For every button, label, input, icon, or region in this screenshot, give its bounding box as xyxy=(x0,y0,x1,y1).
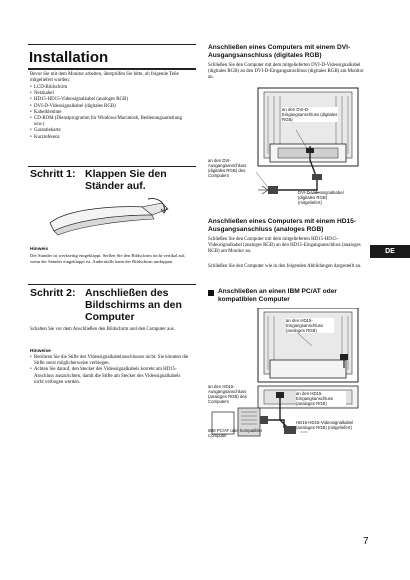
dvi-heading: Anschließen eines Computers mit einem DVI-Ausgangsanschluss (digitales RGB) xyxy=(208,44,351,59)
list-item: • LCD-Bildschirm xyxy=(30,85,190,91)
step2-rule xyxy=(28,284,196,285)
dvi-body: Schließen Sie den Computer mit dem mitgelieferten DVI-D-Videosignalkabel (digitales RGB) an den DVI-D-Eingangsanschluss (digitales RGB) am Monitor an. xyxy=(208,63,364,81)
ibm-heading: Anschließen an einen IBM PC/AT oder kompatiblen Computer xyxy=(218,288,337,303)
list-item: • CD-ROM (Dienstprogramm für Windows/Macintosh, Bedienungsanleitung usw.) xyxy=(30,116,190,128)
step1-rule xyxy=(28,166,196,167)
hd15-body-2: Schließen Sie den Computer wie in den folgenden Abbildungen dargestellt an. xyxy=(208,264,362,269)
dvi-input-label: an den DVI-D-Eingangsanschluss (digitales RGB) xyxy=(282,107,338,122)
hd15-body: Schließen Sie den Computer mit dem mitgelieferten HD15-HD15-Videosignalkabel (analoges RGB) an den HD15-Eingangsanschluss (analoges RGB) am Monitor an. xyxy=(208,237,361,255)
step2-body: Schalten Sie vor dem Anschließen den Bildschirm und den Computer aus. xyxy=(30,327,175,332)
list-item: • HD15-HD15-Videosignalkabel (analoges RGB) xyxy=(30,97,190,103)
square-bullet-icon xyxy=(208,290,214,296)
step2-notes xyxy=(30,355,190,386)
hd15-input-label-2: an den HD15-Eingangsanschluss (analoges RGB) xyxy=(296,391,346,406)
hd15-output-label: an den HD15-Ausgangsanschluss (analoges RGB) des Computers xyxy=(208,384,247,404)
hd15-input-label: an den HD15-Eingangsanschluss (analoges RGB) xyxy=(286,318,334,333)
hd15-cable-label: HD15-HD15-Videosignalkabel (analoges RGB) (mitgeliefert) xyxy=(296,420,354,430)
dvi-connection-diagram xyxy=(208,86,376,204)
step1-title: Klappen Sie den Ständer auf. xyxy=(85,168,167,192)
intro-text: Bevor Sie mit dem Monitor arbeiten, überprüfen Sie bitte, ob folgende Teile mitgeliefert wurden: xyxy=(30,72,179,84)
language-tab: DE xyxy=(370,245,410,258)
dvi-output-label: an den DVI-Ausgangsanschluss (digitales RGB) des Computers xyxy=(208,158,247,178)
stand-illustration xyxy=(44,197,174,239)
title-underline xyxy=(28,68,196,70)
list-item: • Kurzreferenz xyxy=(30,135,190,141)
page-number: 7 xyxy=(363,536,369,547)
list-item: • Berühren Sie die Stifte des Videosignalkabelanschlusses nicht. Sie könnten die Stifte sonst möglicherweise verbiegen. xyxy=(30,355,190,367)
step2-title: Anschließen des Bildschirms an den Computer xyxy=(85,287,182,323)
step1-note-title: Hinweis xyxy=(30,247,49,252)
contents-list xyxy=(30,85,190,141)
list-item: • Achten Sie darauf, den Stecker des Videosignalkabels korrekt am HD15-Anschluss auszurichten, damit die Stifte am Stecker des Videosignalkabels nicht verbogen werden. xyxy=(30,367,190,386)
list-item: • Garantiekarte xyxy=(30,128,190,134)
ibm-pc-label: IBM PC/AT oder kompatibler Computer xyxy=(208,428,263,438)
page-title: Installation xyxy=(29,49,109,66)
step2-number: Schritt 2: xyxy=(30,287,76,299)
hd15-heading: Anschließen eines Computers mit einem HD15-Ausgangsanschluss (analoges RGB) xyxy=(208,218,357,233)
list-item: • DVI-D-Videosignalkabel (digitales RGB) xyxy=(30,104,190,110)
title-rule xyxy=(28,44,196,45)
step1-number: Schritt 1: xyxy=(30,168,76,180)
dvi-cable-label: DVI-D-Videosignalkabel (digitales RGB) (mitgeliefert) xyxy=(298,190,344,205)
step1-note: Der Ständer ist werkseitig eingeklappt. Stellen Sie den Bildschirm nicht vertikal auf, wenn der Ständer eingeklappt ist. Andernfalls kann der Bildschirm umkippen. xyxy=(30,253,186,264)
list-item: • Netzkabel xyxy=(30,91,190,97)
step2-note-title: Hinweise xyxy=(30,349,51,354)
list-item: • Kabelklemme xyxy=(30,110,190,116)
